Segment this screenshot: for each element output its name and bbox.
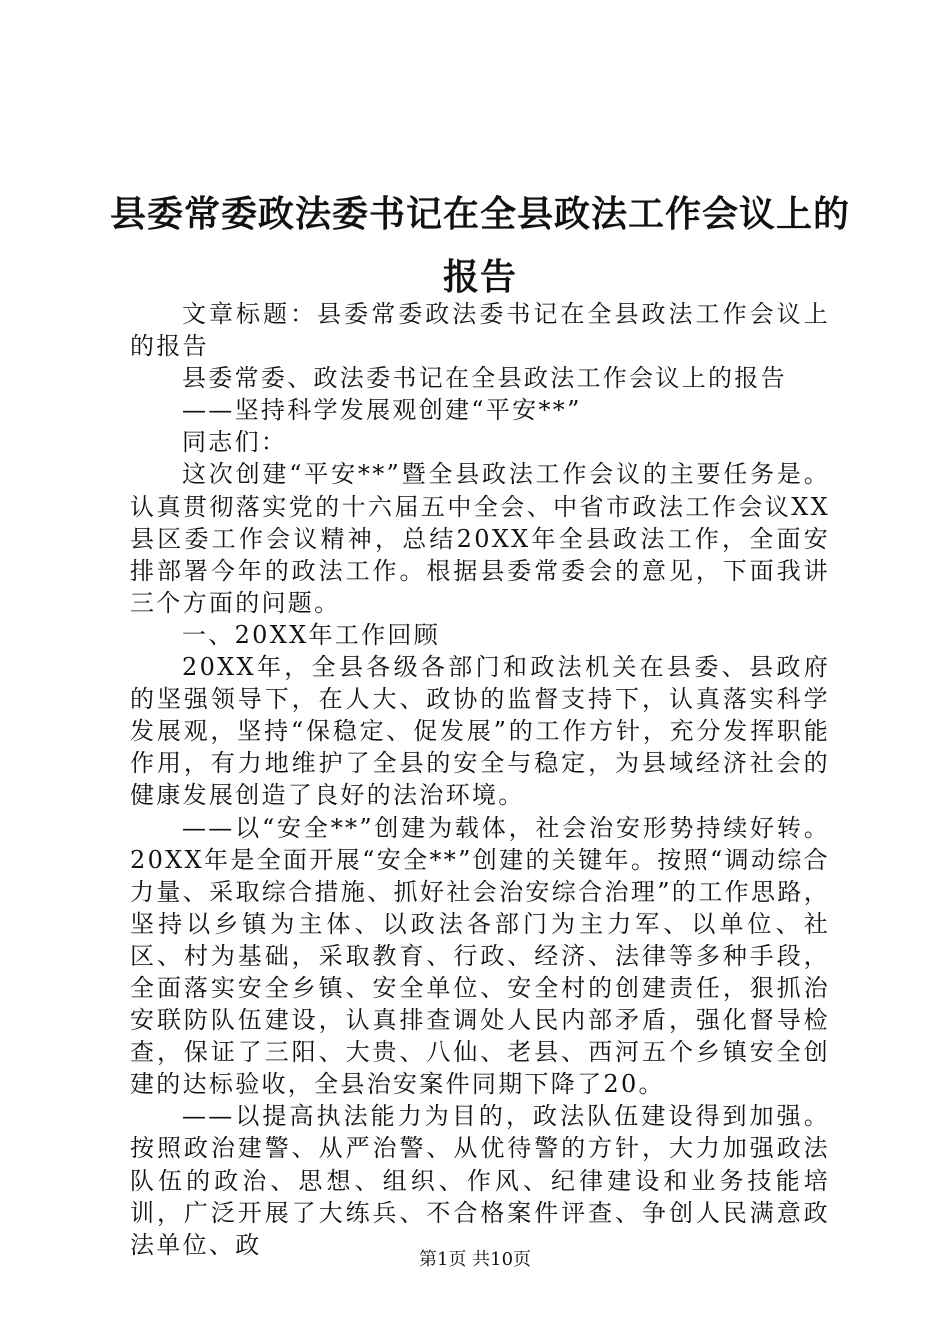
intro-paragraph: 这次创建“平安**”暨全县政法工作会议的主要任务是。认真贯彻落实党的十六届五中全会、中省市政法工作会议XX县区委工作会议精神，总结20XX年全县政法工作，全面安排部署今年的政法工作。根据县委常委会的意见，下面我讲三个方面的问题。 [130,460,830,617]
team-building-paragraph: ——以提高执法能力为目的，政法队伍建设得到加强。按照政治建警、从严治警、从优待警的方针，大力加强政法队伍的政治、思想、组织、作风、纪律建设和业务技能培训，广泛开展了大练兵、不合格案件评查、争创人民满意政法单位、政 [130,1102,830,1259]
document-body [130,298,830,1261]
security-paragraph: ——以“安全**”创建为载体，社会治安形势持续好转。20XX年是全面开展“安全**”创建的关键年。按照“调动综合力量、采取综合措施、抓好社会治安综合治理”的工作思路，坚持以乡镇为主体、以政法各部门为主力军、以单位、社区、村为基础，采取教育、行政、经济、法律等多种手段，全面落实安全乡镇、安全单位、安全村的创建责任，狠抓治安联防队伍建设，认真排查调处人民内部矛盾，强化督导检查，保证了三阳、大贵、八仙、老县、西河五个乡镇安全创建的达标验收，全县治安案件同期下降了20。 [130,813,830,1099]
review-paragraph: 20XX年，全县各级各部门和政法机关在县委、县政府的坚强领导下，在人大、政协的监督支持下，认真落实科学发展观，坚持“保稳定、促发展”的工作方针，充分发挥职能作用，有力地维护了全县的安全与稳定，为县域经济社会的健康发展创造了良好的法治环境。 [130,653,830,810]
report-heading-paragraph: 县委常委、政法委书记在全县政法工作会议上的报告 [182,364,787,393]
article-title-paragraph: 文章标题：县委常委政法委书记在全县政法工作会议上的报告 [130,300,830,361]
salutation-paragraph: 同志们： [182,428,288,457]
document-title-line-1: 县委常委政法委书记在全县政法工作会议上的 [109,194,850,235]
section-heading-paragraph: 一、20XX年工作回顾 [182,620,441,649]
document-title-line-2: 报告 [442,257,517,298]
subtitle-paragraph: ——坚持科学发展观创建“平安**” [182,396,582,425]
page-footer: 第1页 共10页 [418,1249,532,1270]
